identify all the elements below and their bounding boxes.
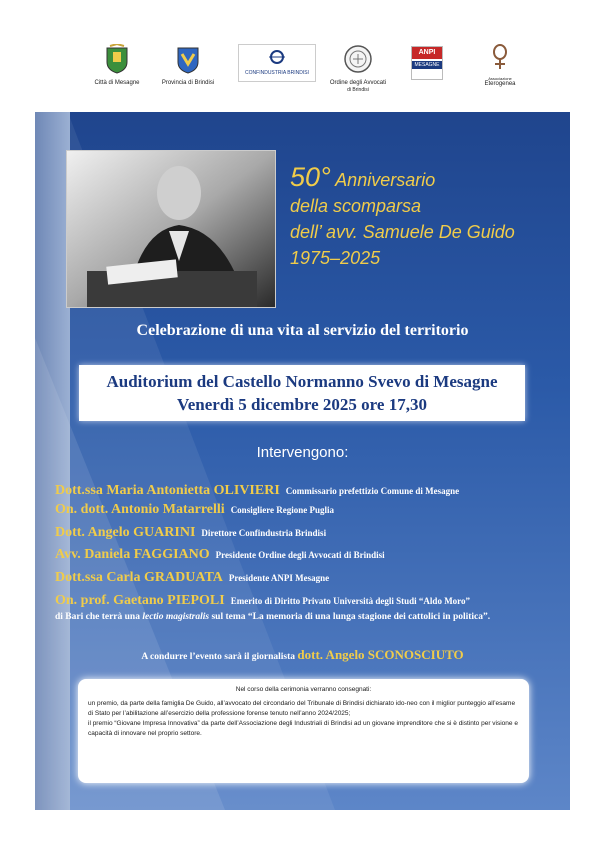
speaker-name: Dott.ssa Carla GRADUATA bbox=[55, 570, 223, 585]
speaker-role: Direttore Confindustria Brindisi bbox=[201, 528, 327, 538]
speaker-piepoli bbox=[55, 591, 470, 609]
speaker-role: Emerito di Diritto Privato Università degli Studi “Aldo Moro” bbox=[230, 596, 471, 606]
award-lawyer-paragraph: un premio, da parte della famiglia De Guido, all’avvocato del circondario del Tribunale di Brindisi dichiarato ido-neo con il miglior punteggio all’esame di Stato per l’abilitazione all’esercizio della professione forense tenuto nell’anno 2024/2025; bbox=[88, 700, 516, 717]
speaker-name: Avv. Daniela FAGGIANO bbox=[55, 547, 210, 562]
speaker-role: Consigliere Regione Puglia bbox=[230, 505, 335, 515]
speakers-heading: Intervengono: bbox=[256, 444, 349, 461]
moderator-name: dott. Angelo SCONOSCIUTO bbox=[297, 647, 464, 662]
eterogenea-mark-icon bbox=[490, 44, 510, 70]
confindustria-frame bbox=[238, 44, 316, 82]
poster bbox=[35, 38, 570, 810]
speaker-matarrelli bbox=[55, 500, 334, 518]
logo-eterogenea bbox=[470, 44, 530, 88]
lectio-description bbox=[55, 611, 555, 624]
logo-eterogenea-sublabel: Eterogenea bbox=[484, 81, 516, 87]
logo-confindustria bbox=[238, 44, 314, 84]
title-line1 bbox=[290, 164, 560, 193]
moderator-line bbox=[35, 647, 570, 663]
speaker-guarini bbox=[55, 523, 326, 541]
speaker-graduata bbox=[55, 568, 329, 586]
awards-info-box bbox=[78, 679, 529, 783]
speaker-role: Presidente Ordine degli Avvocati di Brindisi bbox=[215, 550, 385, 560]
confindustria-mark-icon bbox=[266, 49, 288, 65]
speaker-role: Presidente ANPI Mesagne bbox=[228, 573, 330, 583]
speaker-name: On. dott. Antonio Matarrelli bbox=[55, 502, 225, 517]
awards-heading: Nel corso della cerimonia verranno consegnati: bbox=[235, 686, 372, 693]
avvocati-seal-icon bbox=[343, 44, 373, 74]
logo-brindisi-label: Provincia di Brindisi bbox=[161, 80, 215, 86]
speaker-name: On. prof. Gaetano PIEPOLI bbox=[55, 593, 225, 608]
anpi-sub-label: MESAGNE bbox=[412, 61, 442, 69]
title-anniversary-number: 50° bbox=[290, 162, 331, 192]
speaker-olivieri bbox=[55, 481, 459, 499]
logo-mesagne bbox=[87, 44, 147, 87]
logo-mesagne-label: Città di Mesagne bbox=[94, 80, 140, 86]
title-line2: della scomparsa bbox=[290, 196, 422, 216]
logo-anpi bbox=[410, 44, 444, 80]
title-anniversary-word: Anniversario bbox=[330, 170, 436, 190]
anpi-badge: ANPI bbox=[412, 47, 442, 59]
speaker-role: Commissario prefettizio Comune di Mesagne bbox=[285, 486, 460, 496]
lectio-term: lectio magistralis bbox=[142, 612, 210, 622]
portrait-photo bbox=[66, 150, 276, 308]
award-enterprise-paragraph: il premio “Giovane Impresa Innovativa” da parte dell’Associazione degli Industriali di Brindisi ad un giovane imprenditore che si è distinto per visione e capacità di innovare nel proprio settore. bbox=[88, 720, 518, 737]
logo-avvocati-label: Ordine degli Avvocati bbox=[329, 80, 387, 86]
brindisi-crest-icon bbox=[176, 44, 200, 74]
logo-band bbox=[35, 38, 570, 112]
moderator-intro: A condurre l’evento sarà il giornalista bbox=[141, 652, 298, 662]
title-line3: dell’ avv. Samuele De Guido bbox=[290, 222, 515, 242]
logo-ordine-avvocati bbox=[318, 44, 398, 94]
venue-date: Venerdì 5 dicembre 2025 ore 17,30 bbox=[177, 395, 427, 414]
logo-eterogenea-label: Associazione bbox=[488, 76, 512, 81]
portrait-silhouette bbox=[67, 151, 275, 307]
speaker-faggiano bbox=[55, 545, 385, 563]
lectio-topic: sul tema “La memoria di una lunga stagione dei cattolici in politica”. bbox=[209, 612, 491, 622]
mesagne-crest-icon bbox=[105, 44, 129, 74]
title-years: 1975–2025 bbox=[290, 248, 381, 268]
speaker-name: Dott.ssa Maria Antonietta OLIVIERI bbox=[55, 483, 280, 498]
subtitle: Celebrazione di una vita al servizio del territorio bbox=[136, 322, 469, 339]
lectio-pre: di Bari che terrà una bbox=[55, 612, 143, 622]
venue-box bbox=[79, 365, 525, 421]
logo-confindustria-label: CONFINDUSTRIA BRINDISI bbox=[245, 70, 309, 76]
title-block bbox=[290, 164, 560, 271]
logo-avvocati-sublabel: di Brindisi bbox=[347, 87, 369, 93]
speaker-name: Dott. Angelo GUARINI bbox=[55, 525, 196, 540]
anpi-frame bbox=[411, 46, 443, 80]
logo-provincia-brindisi bbox=[153, 44, 223, 87]
venue-place: Auditorium del Castello Normanno Svevo di Mesagne bbox=[106, 372, 498, 391]
